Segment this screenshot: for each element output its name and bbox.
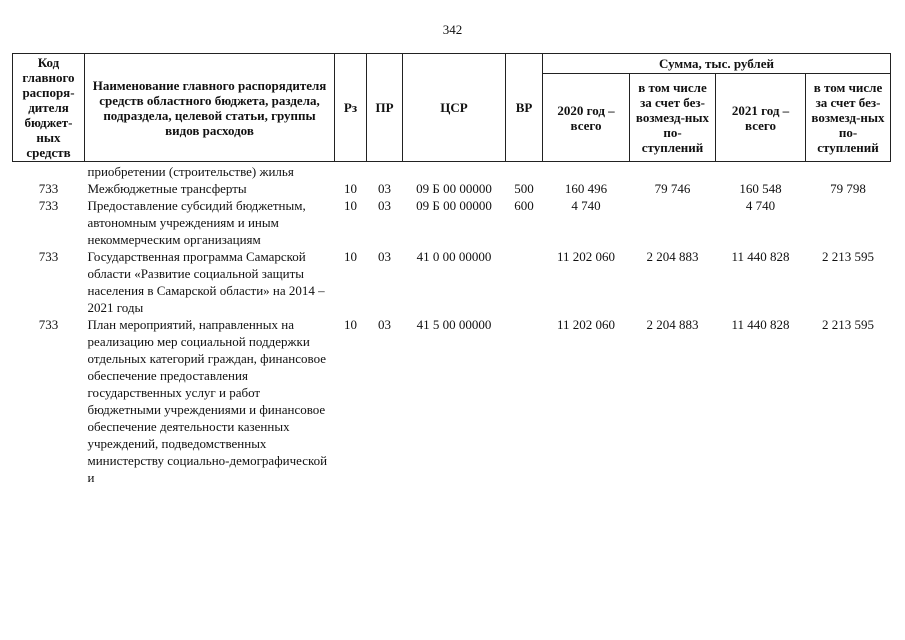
cell-2020-total: 11 202 060 — [556, 249, 616, 264]
header-rz: Рз — [335, 54, 367, 162]
cell-2020-total: 11 202 060 — [556, 317, 616, 332]
table-row — [13, 162, 891, 181]
table-row — [13, 180, 891, 197]
cell-2020-free: 2 204 883 — [646, 249, 699, 264]
cell-pr — [367, 162, 403, 181]
cell-rz: 10 — [344, 181, 357, 196]
header-2020-total: 2020 год – всего — [543, 74, 630, 162]
cell-2020-total: 160 496 — [564, 181, 608, 196]
header-name: Наименование главного распорядителя средств областного бюджета, раздела, подраздела, целевой статьи, группы видов расходов — [85, 54, 335, 162]
header-code: Код главного распоря-дителя бюджет-ных средств — [13, 54, 85, 162]
table-body — [13, 162, 891, 487]
cell-csr: 41 0 00 00000 — [416, 249, 492, 264]
cell-rz — [335, 162, 367, 181]
header-2021-free: в том числе за счет без-возмезд-ных по-ступлений — [806, 74, 891, 162]
table-row — [13, 197, 891, 248]
cell-code: 733 — [38, 249, 59, 264]
budget-table — [12, 53, 891, 486]
cell-2021-free — [806, 162, 891, 181]
header-2020-free: в том числе за счет без-возмезд-ных по-ступлений — [630, 74, 716, 162]
cell-2021-free — [806, 197, 891, 248]
cell-2021-free: 79 798 — [830, 181, 866, 196]
cell-csr: 41 5 00 00000 — [416, 317, 492, 332]
cell-2021-total — [716, 162, 806, 181]
header-csr: ЦСР — [403, 54, 506, 162]
cell-vr: 500 — [514, 181, 534, 196]
cell-2021-free: 2 213 595 — [822, 249, 874, 264]
cell-2021-total: 11 440 828 — [731, 249, 790, 264]
cell-name: Предоставление субсидий бюджетным, автономным учреждениям и иным некоммерческим организациям — [87, 198, 306, 247]
page-number: 342 — [442, 22, 463, 37]
cell-name: Государственная программа Самарской области «Развитие социальной защиты населения в Самарской области» на 2014 – 2021 годы — [87, 249, 325, 315]
header-pr: ПР — [367, 54, 403, 162]
cell-2021-total: 160 548 — [739, 181, 782, 196]
cell-2020-total — [543, 162, 630, 181]
cell-2020-free — [630, 162, 716, 181]
cell-name: приобретении (строительстве) жилья — [87, 164, 294, 179]
cell-pr: 03 — [378, 198, 391, 213]
cell-name: Межбюджетные трансферты — [87, 181, 247, 196]
cell-vr: 600 — [514, 198, 534, 213]
cell-vr — [506, 162, 543, 181]
cell-rz: 10 — [344, 198, 357, 213]
cell-pr: 03 — [378, 317, 391, 332]
cell-2021-total: 4 740 — [745, 198, 776, 213]
cell-2021-total: 11 440 828 — [731, 317, 790, 332]
table-row — [13, 316, 891, 486]
cell-csr — [403, 162, 506, 181]
cell-2020-free — [630, 197, 716, 248]
header-sum: Сумма, тыс. рублей — [543, 54, 891, 74]
cell-csr: 09 Б 00 00000 — [416, 198, 492, 213]
cell-pr: 03 — [378, 181, 391, 196]
header-vr: ВР — [506, 54, 543, 162]
cell-2021-free: 2 213 595 — [822, 317, 874, 332]
cell-vr — [506, 316, 543, 486]
cell-code: 733 — [38, 198, 59, 213]
cell-2020-total: 4 740 — [571, 198, 601, 213]
cell-rz: 10 — [344, 249, 357, 264]
cell-rz: 10 — [344, 317, 357, 332]
cell-pr: 03 — [378, 249, 391, 264]
cell-csr: 09 Б 00 00000 — [416, 181, 492, 196]
header-2021-total: 2021 год – всего — [716, 74, 806, 162]
cell-vr — [506, 248, 543, 316]
cell-2020-free: 2 204 883 — [646, 317, 699, 332]
cell-code: 733 — [38, 181, 59, 196]
cell-2020-free: 79 746 — [654, 181, 691, 196]
cell-code: 733 — [38, 317, 59, 332]
cell-code — [13, 162, 85, 181]
table-row — [13, 248, 891, 316]
cell-name: План мероприятий, направленных на реализацию мер социальной поддержки отдельных категорий граждан, финансовое обеспечение предоставления государственных услуг и работ бюджетными учреждениями и финансовое обеспечение деятельности казенных учреждений, подведомственных министерству социально-демографической и — [87, 317, 328, 485]
table-header — [13, 54, 891, 162]
